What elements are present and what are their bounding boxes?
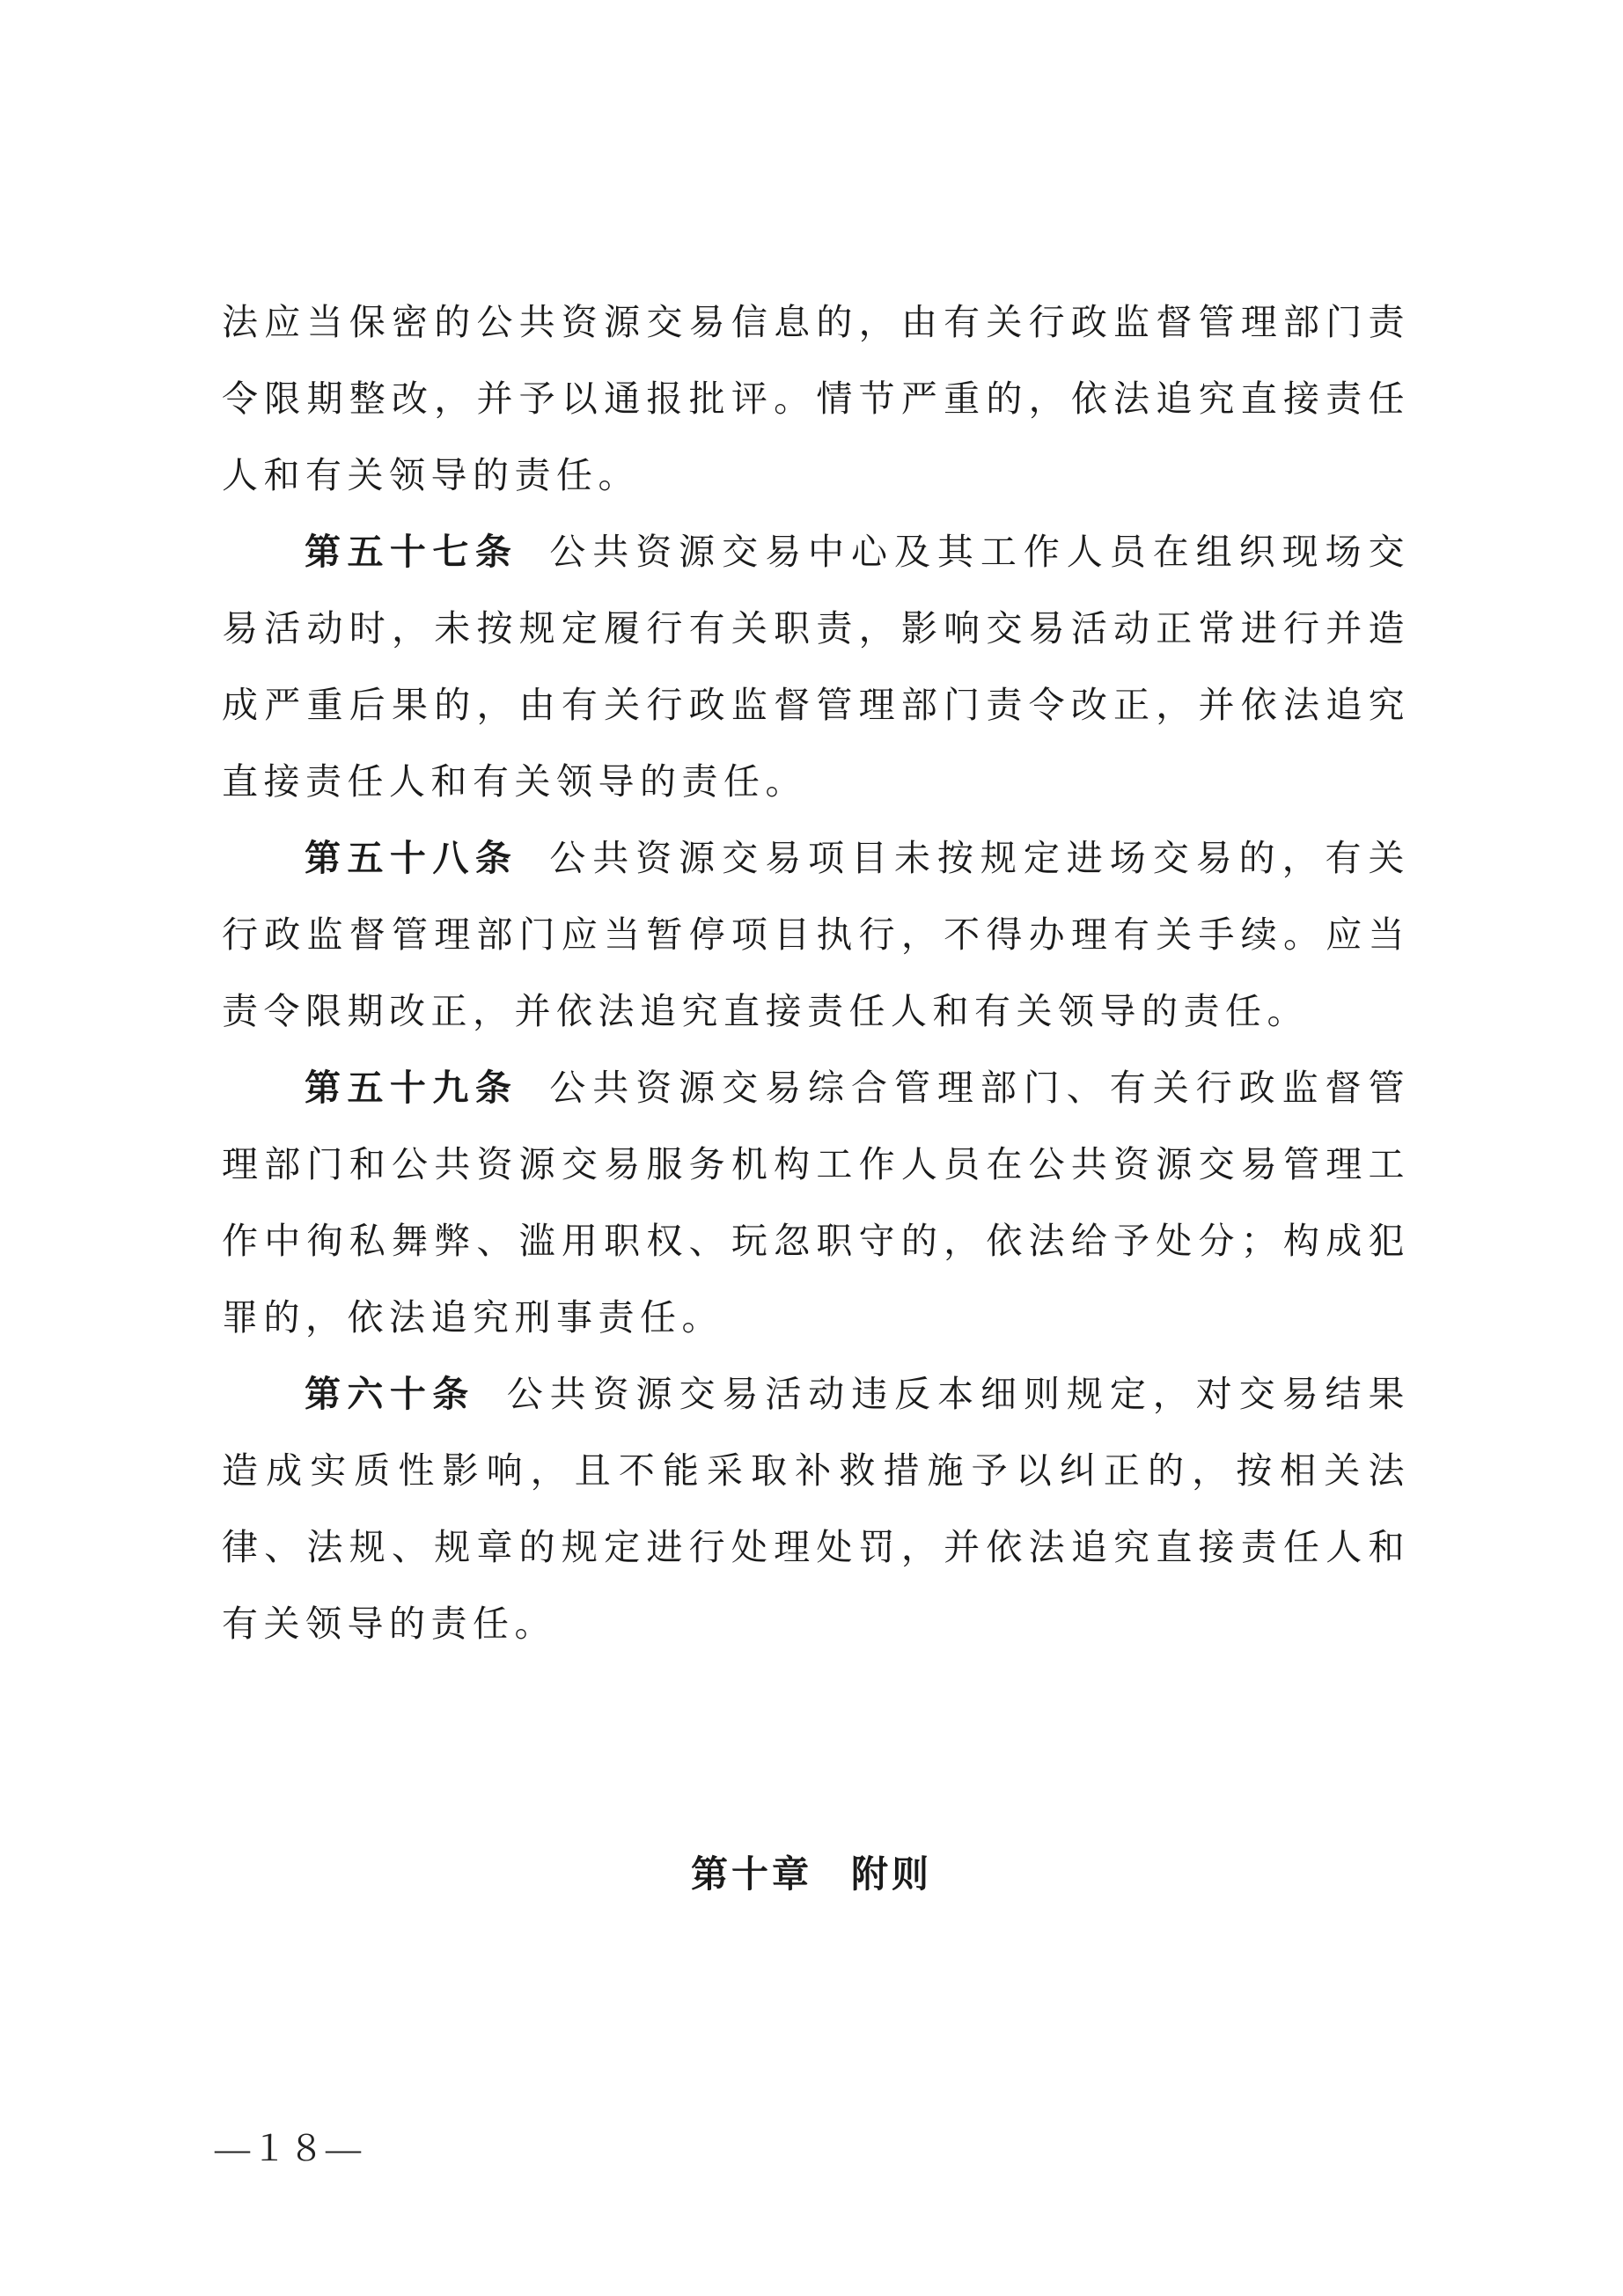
article-heading: 第五十八条 bbox=[305, 837, 518, 879]
article-heading: 第五十九条 bbox=[305, 1067, 518, 1109]
chapter-title-text: 附则 bbox=[851, 1852, 933, 1896]
article-heading: 第六十条 bbox=[305, 1373, 475, 1415]
article-body: 公共资源交易综合管理部门、有关行政监督管理部门和公共资源交易服务机构工作人员在公共资源交易管理工作中徇私舞弊、滥用职权、玩忽职守的，依法给予处分；构成犯罪的，依法追究刑事责任。 bbox=[222, 1067, 1411, 1339]
article-57 bbox=[222, 514, 1410, 820]
continuation-paragraph: 法应当保密的公共资源交易信息的，由有关行政监督管理部门责令限期整改，并予以通报批评。情节严重的，依法追究直接责任人和有关领导的责任。 bbox=[222, 301, 1410, 496]
chapter-heading bbox=[0, 1848, 1623, 1901]
article-body: 公共资源交易项目未按规定进场交易的，有关行政监督管理部门应当暂停项目执行，不得办理有关手续。应当责令限期改正，并依法追究直接责任人和有关领导的责任。 bbox=[222, 837, 1411, 1032]
article-body: 公共资源交易中心及其工作人员在组织现场交易活动时，未按规定履行有关职责，影响交易活动正常进行并造成严重后果的，由有关行政监督管理部门责令改正，并依法追究直接责任人和有关领导的责任。 bbox=[222, 531, 1411, 803]
chapter-number: 第十章 bbox=[690, 1852, 812, 1896]
article-body: 公共资源交易活动违反本细则规定，对交易结果造成实质性影响，且不能采取补救措施予以纠正的，按相关法律、法规、规章的规定进行处理处罚，并依法追究直接责任人和有关领导的责任。 bbox=[222, 1373, 1410, 1645]
article-59 bbox=[222, 1050, 1410, 1356]
article-60 bbox=[222, 1356, 1410, 1662]
article-58 bbox=[222, 820, 1410, 1050]
page-number: —１８— bbox=[215, 2129, 363, 2168]
body-text bbox=[222, 284, 1410, 1662]
article-heading: 第五十七条 bbox=[305, 531, 518, 573]
